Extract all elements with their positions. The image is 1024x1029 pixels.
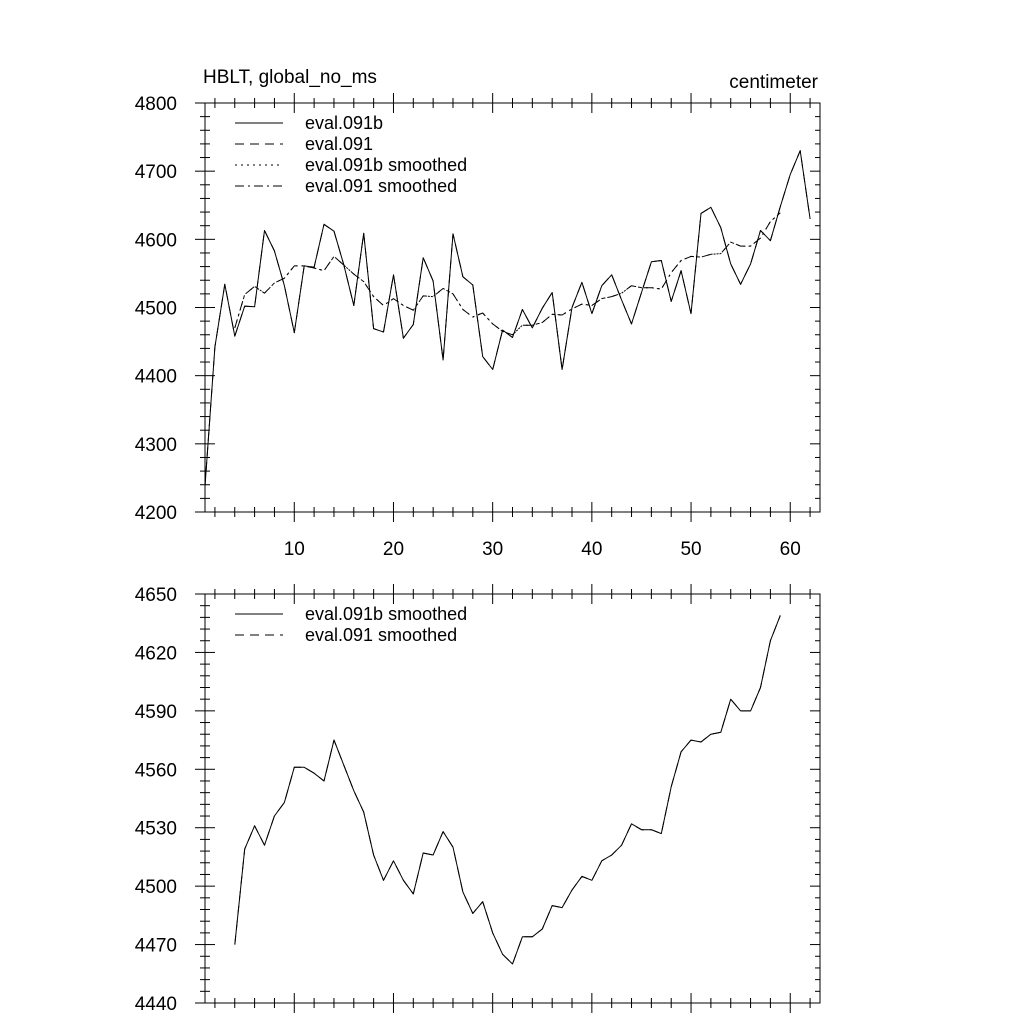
series-line-2 xyxy=(235,615,781,964)
y-tick-label: 4470 xyxy=(134,935,177,957)
y-tick-label: 4500 xyxy=(134,877,177,899)
y-tick-label: 4700 xyxy=(134,162,177,184)
plot-frame xyxy=(205,594,820,1003)
plot-frame xyxy=(205,103,820,512)
y-tick-label: 4590 xyxy=(134,701,177,723)
series-line-2 xyxy=(205,151,810,486)
legend-label: eval.091 smoothed xyxy=(305,625,458,645)
chart-title: HBLT, global_no_ms xyxy=(203,67,377,88)
x-tick-label: 60 xyxy=(779,539,801,560)
series-line-4 xyxy=(235,213,781,335)
y-tick-label: 4800 xyxy=(134,94,177,115)
legend-label: eval.091b smoothed xyxy=(305,604,468,624)
x-tick-label: 10 xyxy=(283,539,305,560)
chart-panel-1 xyxy=(135,67,820,560)
units-label: centimeter xyxy=(729,72,818,93)
chart-panel-2 xyxy=(135,584,820,1015)
y-tick-label: 4620 xyxy=(134,643,177,665)
y-tick-label: 4440 xyxy=(134,994,177,1015)
x-tick-label: 30 xyxy=(482,539,504,560)
series-line-1 xyxy=(235,615,781,964)
y-tick-label: 4300 xyxy=(134,434,177,456)
y-tick-label: 4650 xyxy=(134,585,177,606)
y-tick-label: 4600 xyxy=(134,230,177,252)
y-tick-label: 4530 xyxy=(134,818,177,840)
series-line-1 xyxy=(205,151,810,486)
series-line-3 xyxy=(235,213,781,335)
y-tick-label: 4560 xyxy=(134,760,177,782)
legend-label: eval.091 smoothed xyxy=(305,176,458,196)
x-tick-label: 50 xyxy=(680,539,702,560)
legend-label: eval.091 xyxy=(305,134,374,154)
x-tick-label: 20 xyxy=(382,539,405,560)
y-tick-label: 4400 xyxy=(134,366,177,388)
legend-label: eval.091b xyxy=(305,113,384,133)
y-tick-label: 4500 xyxy=(134,298,177,320)
y-tick-label: 4200 xyxy=(134,503,177,524)
legend-label: eval.091b smoothed xyxy=(305,155,468,175)
x-tick-label: 40 xyxy=(581,539,603,560)
